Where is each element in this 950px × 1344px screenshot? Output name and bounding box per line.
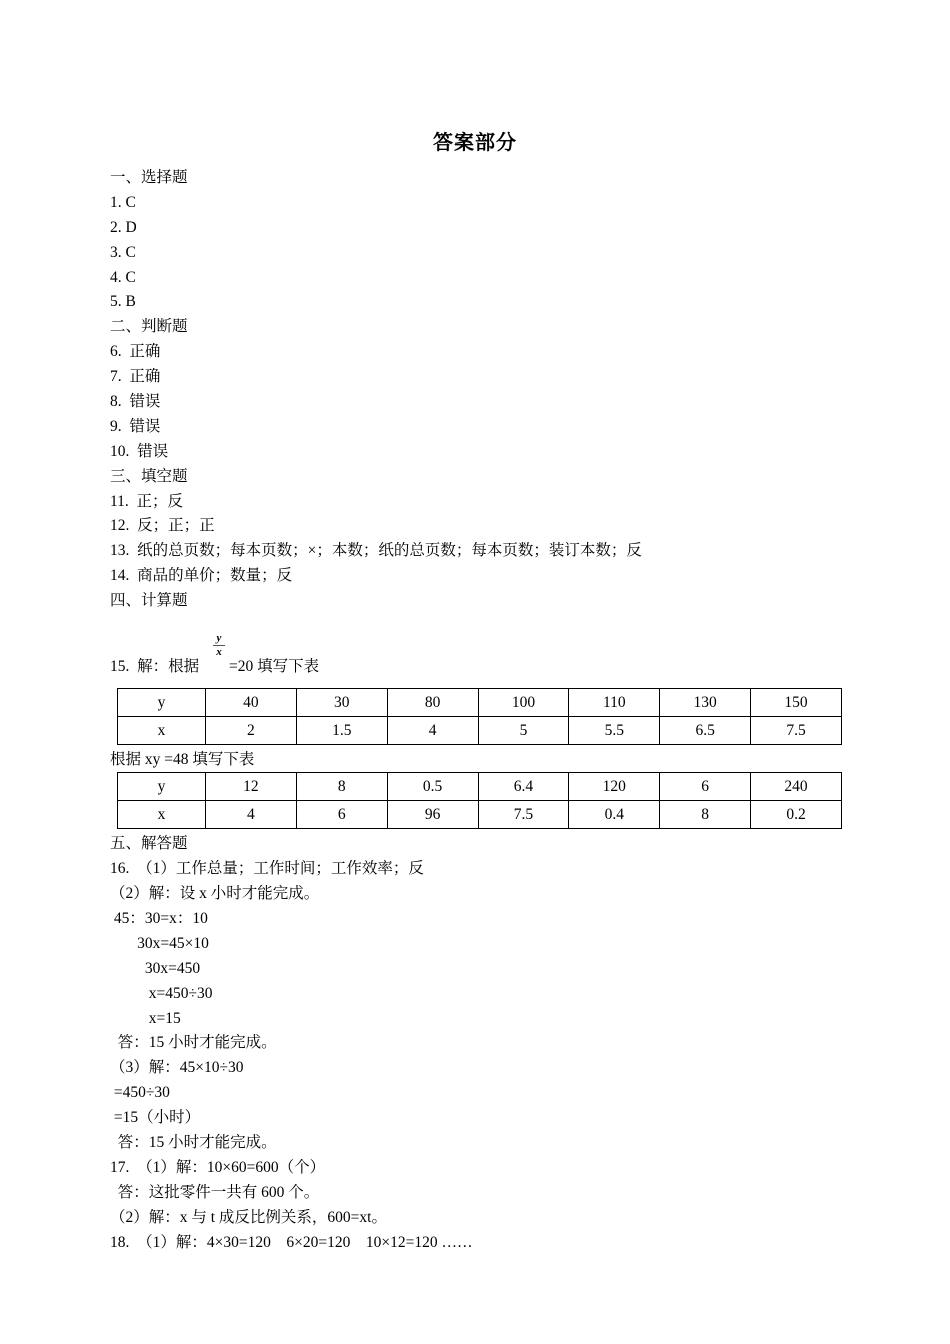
answer-line: 1. C	[110, 194, 136, 211]
table-cell: 8	[660, 801, 751, 829]
table-cell: 0.4	[569, 801, 660, 829]
answer-line: （2）解：设 x 小时才能完成。	[110, 885, 320, 902]
answer-line: 三、填空题	[110, 468, 188, 485]
page-title: 答案部分	[433, 130, 517, 154]
answer-line: 5. B	[110, 293, 136, 310]
answer-line: 17. （1）解：10×60=600（个）	[110, 1159, 326, 1176]
table-cell: y	[118, 773, 206, 801]
answer-line: 13. 纸的总页数；每本页数；×；本数；纸的总页数；每本页数；装订本数；反	[110, 542, 642, 559]
answer-line: 答：15 小时才能完成。	[110, 1034, 277, 1051]
table-cell: 1.5	[296, 717, 387, 745]
answer-line: 6. 正确	[110, 343, 161, 360]
answer-line: 30x=450	[110, 960, 201, 977]
table-cell: 6.4	[478, 773, 569, 801]
answer-line: 16. （1）工作总量；工作时间；工作效率；反	[110, 860, 424, 877]
table-cell: 6	[296, 801, 387, 829]
table-cell: 130	[660, 689, 751, 717]
table-cell: 6	[660, 773, 751, 801]
table-cell: 96	[387, 801, 478, 829]
table-cell: 6.5	[660, 717, 751, 745]
answer-line: =15（小时）	[110, 1109, 201, 1126]
table-cell: 30	[296, 689, 387, 717]
table-cell: x	[118, 801, 206, 829]
table-cell: x	[118, 717, 206, 745]
answer-line: =450÷30	[110, 1084, 170, 1101]
table-cell: 5	[478, 717, 569, 745]
table-cell: 5.5	[569, 717, 660, 745]
table-cell: 12	[206, 773, 297, 801]
table-cell: 4	[206, 801, 297, 829]
answer-line: x=450÷30	[110, 985, 213, 1002]
table-cell: 7.5	[751, 717, 842, 745]
table-cell: 8	[296, 773, 387, 801]
answer-line: 45：30=x：10	[110, 910, 208, 927]
answer-line: 18. （1）解：4×30=120 6×20=120 10×12=120 ……	[110, 1234, 473, 1251]
table-cell: 4	[387, 717, 478, 745]
answer-line: 30x=45×10	[110, 935, 209, 952]
fraction	[213, 633, 225, 658]
table-cell: 2	[206, 717, 297, 745]
answer-line: 根据 xy =48 填写下表	[110, 751, 255, 768]
table-cell: 0.5	[387, 773, 478, 801]
table-row	[118, 773, 842, 801]
answer-line: 12. 反；正；正	[110, 517, 215, 534]
table-cell: 40	[206, 689, 297, 717]
table-row	[118, 717, 842, 745]
table-cell: 120	[569, 773, 660, 801]
table-cell: y	[118, 689, 206, 717]
table-cell: 100	[478, 689, 569, 717]
answer-line: （3）解：45×10÷30	[110, 1059, 244, 1076]
fraction-denominator: x	[216, 646, 222, 658]
fraction-numerator: y	[216, 632, 222, 644]
answer-line: x=15	[110, 1010, 181, 1027]
table-cell: 80	[387, 689, 478, 717]
answer-line: 9. 错误	[110, 418, 161, 435]
table-y-over-x	[117, 688, 842, 745]
table-cell: 7.5	[478, 801, 569, 829]
answer-line: 14. 商品的单价；数量；反	[110, 567, 293, 584]
answer-line: 二、判断题	[110, 318, 188, 335]
q15-suffix: =20 填写下表	[229, 658, 320, 675]
answer-line: 11. 正；反	[110, 493, 184, 510]
answer-line: 4. C	[110, 269, 136, 286]
table-cell: 0.2	[751, 801, 842, 829]
answer-line: 2. D	[110, 219, 137, 236]
answer-line: 四、计算题	[110, 592, 188, 609]
answer-line: 五、解答题	[110, 835, 188, 852]
answer-line: 答：15 小时才能完成。	[110, 1134, 277, 1151]
q15-prefix: 15. 解：根据	[110, 658, 200, 675]
answer-line: （2）解：x 与 t 成反比例关系，600=xt。	[110, 1209, 387, 1226]
table-cell: 110	[569, 689, 660, 717]
answer-line: 一、选择题	[110, 169, 188, 186]
answer-line: 8. 错误	[110, 393, 161, 410]
table-cell: 150	[751, 689, 842, 717]
answer-line: 10. 错误	[110, 443, 169, 460]
answer-line: 3. C	[110, 244, 136, 261]
table-row	[118, 689, 842, 717]
answer-line: 7. 正确	[110, 368, 161, 385]
table-cell: 240	[751, 773, 842, 801]
answer-line: 答：这批零件一共有 600 个。	[110, 1184, 320, 1201]
table-xy	[117, 772, 842, 829]
table-row	[118, 801, 842, 829]
